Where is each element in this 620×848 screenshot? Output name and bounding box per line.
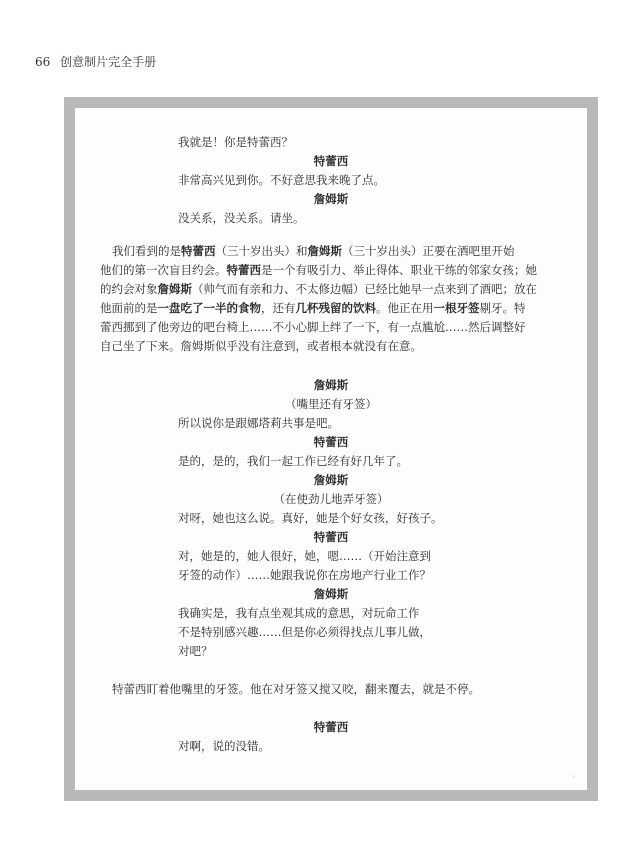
action-line: 他们的第一次盲目约会。特蕾西是一个有吸引力、举止得体、职业干练的邻家女孩；她 bbox=[100, 263, 537, 277]
dialogue-line: 对吧？ bbox=[178, 644, 213, 658]
dialogue-line: 我就是！你是特蕾西？ bbox=[178, 135, 293, 149]
action-line: 他面前的是一盘吃了一半的食物，还有几杯残留的饮料。他正在用一根牙签剔牙。特 bbox=[100, 301, 526, 315]
dialogue-line: 所以说你是跟娜塔莉共事是吧。 bbox=[178, 416, 339, 430]
character-name: 特蕾西 bbox=[313, 435, 349, 449]
script-excerpt-frame bbox=[64, 97, 598, 801]
dialogue-line: 牙签的动作）……她跟我说你在房地产行业工作？ bbox=[178, 568, 431, 582]
dialogue-line: 对，她是的，她人很好，她，嗯……（开始注意到 bbox=[178, 549, 431, 563]
character-name: 特蕾西 bbox=[313, 154, 349, 168]
character-name: 詹姆斯 bbox=[313, 473, 349, 487]
dialogue-line: 我确实是，我有点坐观其成的意思，对玩命工作 bbox=[178, 606, 420, 620]
dialogue-line: 是的，是的，我们一起工作已经有好几年了。 bbox=[178, 454, 408, 468]
book-title: 创意制片完全手册 bbox=[60, 55, 157, 69]
corner-mark: 。 bbox=[571, 770, 581, 780]
character-name: 特蕾西 bbox=[313, 530, 349, 544]
parenthetical: （嘴里还有牙签） bbox=[285, 397, 377, 411]
dialogue-line: 非常高兴见到你。不好意思我来晚了点。 bbox=[178, 173, 385, 187]
action-line: 的约会对象詹姆斯（帅气而有亲和力、不太修边幅）已经比她早一点来到了酒吧；放在 bbox=[100, 282, 537, 296]
dialogue-line: 对啊，说的没错。 bbox=[178, 739, 270, 753]
character-name: 詹姆斯 bbox=[313, 378, 349, 392]
action-line: 蕾西挪到了他旁边的吧台椅上……不小心脚上绊了一下，有一点尴尬……然后调整好 bbox=[100, 320, 526, 334]
script-excerpt bbox=[75, 108, 587, 790]
action-line: 我们看到的是特蕾西（三十岁出头）和詹姆斯（三十岁出头）正要在酒吧里开始 bbox=[112, 244, 515, 258]
character-name: 詹姆斯 bbox=[313, 192, 349, 206]
dialogue-line: 不是特别感兴趣……但是你必须得找点儿事儿做， bbox=[178, 625, 431, 639]
character-name: 詹姆斯 bbox=[313, 587, 349, 601]
page-number: 66 bbox=[35, 55, 51, 69]
action-line: 特蕾西盯着他嘴里的牙签。他在对牙签又搅又咬，翻来覆去，就是不停。 bbox=[112, 682, 480, 696]
dialogue-line: 没关系，没关系。请坐。 bbox=[178, 211, 305, 225]
page-header bbox=[35, 53, 156, 70]
parenthetical: （在使劲儿地弄牙签） bbox=[273, 492, 389, 506]
dialogue-line: 对呀，她也这么说。真好，她是个好女孩，好孩子。 bbox=[178, 511, 443, 525]
character-name: 特蕾西 bbox=[313, 720, 349, 734]
action-line: 自己坐了下来。詹姆斯似乎没有注意到，或者根本就没有在意。 bbox=[100, 339, 422, 353]
